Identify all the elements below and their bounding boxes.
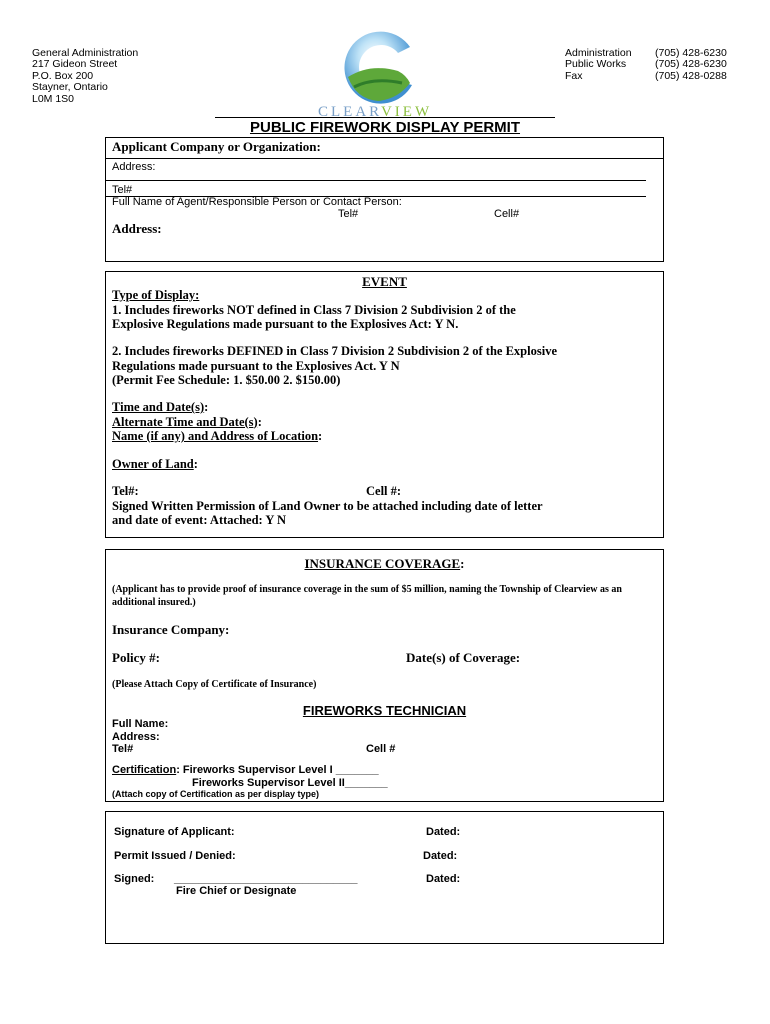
agent-name-label: Full Name of Agent/Responsible Person or Contact Person:: [112, 196, 402, 208]
type-of-display-label: Type of Display:: [112, 288, 200, 302]
signature-section: [105, 811, 664, 944]
contact-phones: [565, 48, 727, 82]
agent-cell-label: Cell#: [494, 208, 520, 220]
contact-label: Administration: [565, 47, 632, 59]
divider: [106, 180, 646, 181]
municipal-address: [32, 48, 138, 105]
contact-label: Public Works: [565, 58, 627, 71]
applicant-address-label: Address:: [112, 161, 156, 173]
display-option-1-cont: Explosive Regulations made pursuant to the Explosives Act: Y N.: [112, 317, 459, 331]
technician-heading-text: FIREWORKS TECHNICIAN: [302, 703, 467, 718]
time-date-label: Time and Date(s): [112, 400, 205, 414]
dated-label: Dated:: [423, 850, 458, 862]
permit-fee-schedule: (Permit Fee Schedule: 1. $50.00 2. $150.00): [112, 373, 341, 387]
insurance-heading-wrap: INSURANCE COVERAGE:: [304, 556, 465, 571]
insurance-section: [105, 549, 664, 802]
location-label: Name (if any) and Address of Location: [112, 429, 319, 443]
fire-chief-label: Fire Chief or Designate: [176, 885, 297, 897]
divider: [106, 158, 663, 159]
logo-word-clear: CLEAR: [318, 104, 381, 120]
owner-of-land-label: Owner of Land: [112, 457, 194, 471]
applicant-company-label: Applicant Company or Organization:: [112, 139, 321, 154]
technician-name-label: Full Name:: [112, 718, 169, 730]
certification-level-1: : Fireworks Supervisor Level I _______: [176, 764, 379, 776]
certification-level-2: Fireworks Supervisor Level II_______: [192, 776, 388, 789]
address-line: P.O. Box 200: [32, 69, 94, 82]
land-owner-permission-cont: and date of event: Attached: Y N: [112, 513, 287, 527]
event-heading: EVENT: [362, 274, 407, 289]
policy-number-label: Policy #:: [112, 650, 161, 665]
owner-cell-label: Cell #:: [366, 484, 402, 498]
technician-tel-label: Tel#: [112, 743, 134, 755]
contact-phone: (705) 428-6230: [655, 47, 727, 59]
display-option-2-block: [112, 344, 660, 388]
insurance-heading: INSURANCE COVERAGE: [304, 556, 461, 571]
contact-phone: (705) 428-0288: [655, 69, 727, 82]
technician-cell-label: Cell #: [366, 743, 396, 755]
alternate-time-label: Alternate Time and Date(s): [112, 414, 258, 429]
dated-label: Dated:: [426, 873, 461, 885]
address-line: Stayner, Ontario: [32, 81, 108, 94]
land-owner-permission: Signed Written Permission of Land Owner to be attached including date of letter: [112, 498, 543, 513]
type-of-display: [112, 288, 660, 332]
address-line: L0M 1S0: [32, 92, 75, 105]
coverage-dates-label: Date(s) of Coverage:: [406, 650, 521, 665]
applicant-signature-label: Signature of Applicant:: [114, 826, 235, 838]
logo-word-view: VIEW: [380, 104, 433, 120]
display-option-2-cont: Regulations made pursuant to the Explosives Act. Y N: [112, 358, 400, 373]
technician-details: [112, 718, 396, 756]
insurance-note: (Applicant has to provide proof of insurance coverage in the sum of $5 million, naming the Township of Clearview as an additional insured.): [112, 584, 622, 608]
owner-block: Owner of Land:: [112, 457, 198, 471]
signature-line: ______________________________: [174, 873, 358, 885]
insurance-company-label: Insurance Company:: [112, 622, 230, 637]
page-title: PUBLIC FIREWORK DISPLAY PERMIT: [249, 119, 521, 136]
display-option-2: 2. Includes fireworks DEFINED in Class 7 Division 2 Subdivision 2 of the Explosive: [112, 344, 557, 358]
dated-label: Dated:: [426, 826, 461, 838]
address-line: General Administration: [32, 47, 139, 59]
agent-tel-label: Tel#: [338, 208, 359, 220]
certification-attach-note: (Attach copy of Certification as per display type: [112, 789, 317, 799]
address-line: 217 Gideon Street: [32, 58, 118, 71]
certification-attach-wrap: (Attach copy of Certification as per display type): [112, 789, 320, 799]
contact-label: Fax: [565, 69, 583, 82]
title-rule: [215, 117, 555, 118]
insurance-attach-note: (Please Attach Copy of Certificate of Insurance): [112, 679, 317, 690]
agent-address-label: Address:: [112, 221, 162, 236]
certification-label: Certification: [112, 764, 177, 776]
permit-status-label: Permit Issued / Denied:: [114, 850, 236, 862]
technician-address-label: Address:: [112, 730, 160, 743]
owner-contact-block: [112, 484, 660, 528]
contact-phone: (705) 428-6230: [655, 58, 727, 71]
event-time-block: Time and Date(s): Alternate Time and Date(s): Name (if any) and Address of Location:: [112, 400, 323, 443]
contact-row: [565, 71, 727, 82]
event-section: [105, 271, 664, 538]
clearview-logo: [340, 25, 424, 109]
display-option-1: 1. Includes fireworks NOT defined in Class 7 Division 2 Subdivision 2 of the: [112, 302, 516, 317]
owner-tel-label: Tel#:: [112, 484, 139, 498]
applicant-section: [105, 137, 664, 262]
applicant-tel-label: Tel#: [112, 184, 133, 196]
certification-block: [112, 764, 388, 789]
technician-heading: [106, 703, 663, 718]
signed-label: Signed:: [114, 873, 155, 885]
